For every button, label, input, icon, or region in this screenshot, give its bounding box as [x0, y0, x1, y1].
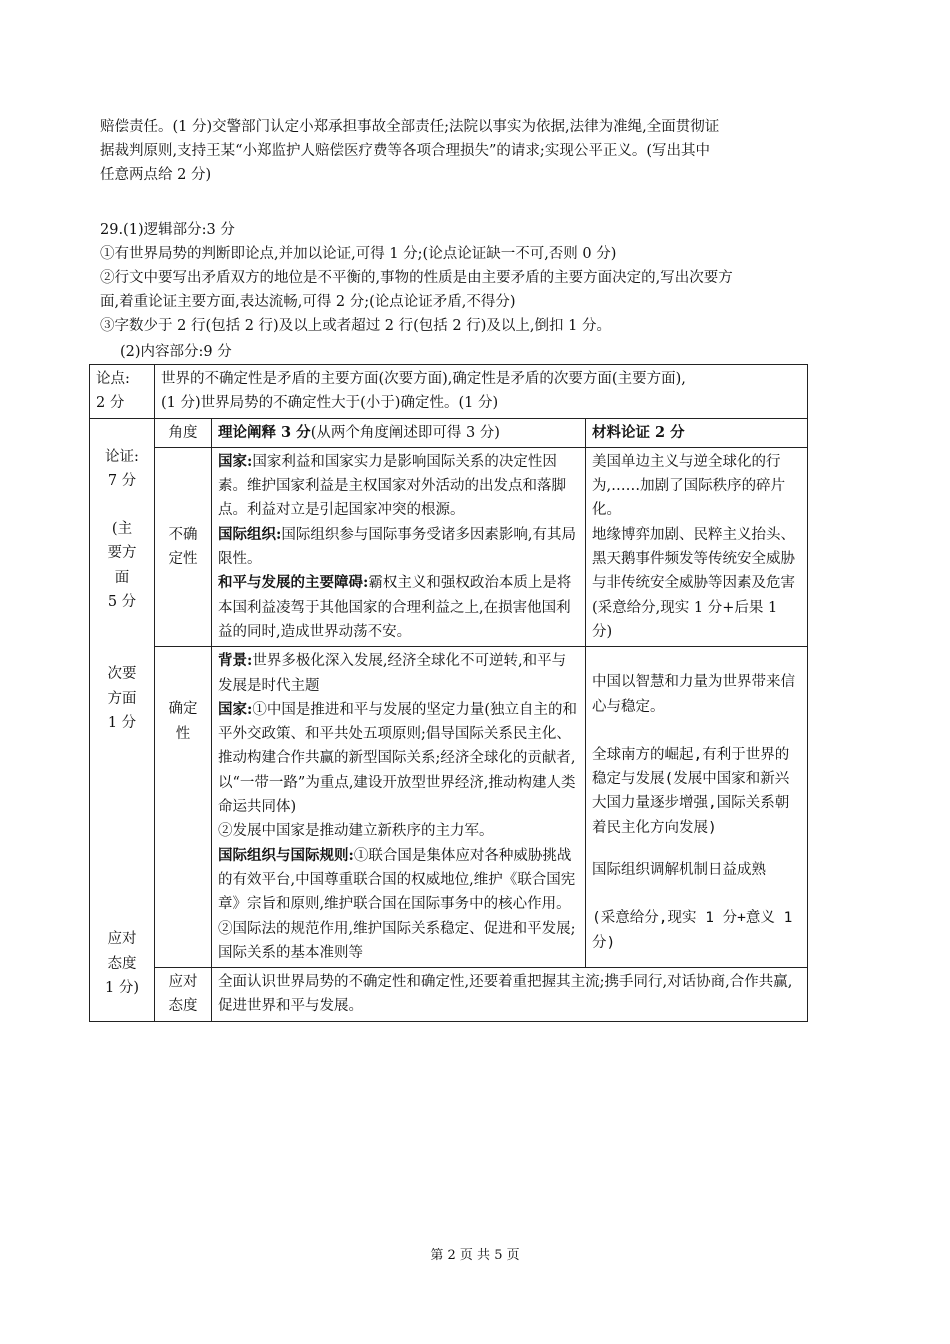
material-uncertain — [586, 447, 808, 646]
theory-item-background — [218, 649, 579, 698]
theory-item-text: 霸权主义和强权政治本质上是将本国利益凌驾于其他国家的合理利益之上,在损害他国利益的同时,造成世界动荡不安。 — [218, 575, 572, 640]
material-item: 全球南方的崛起,有利于世界的稳定与发展(发展中国家和新兴大国力量逐步增强,国际关系朝着民主化方向发展) — [592, 746, 790, 836]
angle-attitude — [155, 968, 212, 1022]
material-certain — [586, 647, 808, 968]
label-line: 要方 — [107, 545, 137, 562]
header-material: 材料论证 2 分 — [586, 418, 808, 447]
label-line: 面 — [114, 569, 130, 586]
theory-item-text: 国际组织参与国际事务受诸多因素影响,有其局限性。 — [218, 526, 576, 568]
theory-uncertain — [212, 447, 586, 646]
rule-2-cont: 面,着重论证主要方面,表达流畅,可得 2 分;(论点论证矛盾,不得分) — [100, 294, 516, 310]
rule-2: ②行文中要写出矛盾双方的地位是不平衡的,事物的性质是由主要矛盾的主要方面决定的,写出次要方 — [100, 270, 733, 286]
angle-uncertain — [155, 447, 212, 646]
question-29-rules — [100, 218, 860, 338]
thesis-label-line: 论点: — [96, 371, 130, 387]
label-line: 态度 — [107, 955, 137, 972]
header-theory-title: 理论阐释 3 分 — [218, 423, 311, 441]
angle-line: 性 — [175, 725, 191, 742]
angle-certain — [155, 647, 212, 968]
answer-continuation — [100, 115, 860, 187]
theory-item-text: ①联合国是集体应对各种威胁挑战的有效平台,中国尊重联合国的权威地位,维护《联合国宪章》宗旨和原则,维护联合国在国际事务中的核心作用。 — [218, 847, 576, 913]
page-number: 第 2 页 共 5 页 — [430, 1248, 520, 1263]
material-scoring-note: (采意给分,现实 1 分+后果 1 分) — [592, 599, 778, 640]
theory-item-title: 和平与发展的主要障碍: — [218, 574, 369, 592]
label-line: 论证: — [105, 448, 139, 465]
label-line: 应对 — [107, 931, 137, 948]
argument-label — [90, 418, 155, 1021]
header-angle: 角度 — [155, 418, 212, 447]
angle-line: 态度 — [168, 998, 198, 1015]
theory-item-title: 背景: — [218, 652, 253, 670]
angle-line: 定性 — [168, 551, 198, 568]
rule-3: ③字数少于 2 行(包括 2 行)及以上或者超过 2 行(包括 2 行)及以上,倒扣 1 分。 — [100, 318, 611, 334]
material-item: 美国单边主义与逆全球化的行为,……加剧了国际秩序的碎片化。 — [592, 453, 786, 519]
uncertainty-row — [90, 447, 808, 646]
label-line: 方面 — [107, 690, 137, 707]
theory-item-obstacle — [218, 571, 579, 644]
theory-item-title: 国家: — [218, 452, 253, 470]
label-line: 7 分 — [107, 472, 137, 489]
label-line: 1 分 — [107, 714, 137, 731]
text-line: 据裁判原则,支持王某“小郑监护人赔偿医疗费等各项合理损失”的请求;实现公平正义。(写出其中 — [100, 143, 710, 159]
theory-item-org — [218, 523, 579, 572]
angle-line: 确定 — [168, 701, 198, 718]
label-line: 5 分 — [107, 594, 137, 611]
theory-item-state — [218, 698, 579, 819]
certainty-row — [90, 647, 808, 968]
angle-line: 不确 — [168, 526, 198, 543]
thesis-label — [90, 365, 155, 419]
material-scoring-note: (采意给分,现实 1 分+意义 1 分) — [592, 910, 793, 951]
theory-item-law: ②国际法的规范作用,维护国际关系稳定、促进和平发展;国际关系的基本准则等 — [218, 920, 576, 961]
thesis-row — [90, 365, 808, 419]
attitude-row — [90, 968, 808, 1022]
material-item: 中国以智慧和力量为世界带来信心与稳定。 — [592, 674, 795, 715]
text-line: 赔偿责任。(1 分)交警部门认定小郑承担事故全部责任;法院以事实为依据,法律为准绳,全面贯彻证 — [100, 119, 720, 135]
thesis-line: (1 分)世界局势的不确定性大于(小于)确定性。(1 分) — [161, 395, 499, 412]
theory-item-title: 国际组织与国际规则: — [218, 846, 354, 864]
label-line: 次要 — [107, 666, 137, 683]
scoring-table — [89, 364, 808, 1022]
theory-item-org — [218, 844, 579, 917]
theory-item-title: 国家: — [218, 700, 253, 718]
theory-certain — [212, 647, 586, 968]
text-line: 任意两点给 2 分) — [100, 167, 212, 183]
label-line: 1 分) — [105, 979, 139, 996]
theory-item-developing: ②发展中国家是推动建立新秩序的主力军。 — [218, 823, 494, 840]
thesis-text — [155, 365, 808, 419]
theory-item-state — [218, 450, 579, 523]
label-line: (主 — [111, 521, 133, 538]
attitude-text: 全面认识世界局势的不确定性和确定性,还要着重把握其主流;携手同行,对话协商,合作共赢,促进世界和平与发展。 — [212, 968, 808, 1022]
thesis-line: 世界的不确定性是矛盾的主要方面(次要方面),确定性是矛盾的次要方面(主要方面), — [161, 371, 686, 387]
header-row — [90, 418, 808, 447]
header-theory-note: (从两个角度阐述即可得 3 分) — [310, 424, 500, 441]
rule-1: ①有世界局势的判断即论点,并加以论证,可得 1 分;(论点论证缺一不可,否则 0 分) — [100, 246, 617, 262]
theory-item-title: 国际组织: — [218, 525, 282, 543]
content-section-title: (2)内容部分:9 分 — [120, 344, 232, 360]
header-theory — [212, 418, 586, 447]
material-item: 地缘博弈加剧、民粹主义抬头、黑天鹅事件频发等传统安全威胁与非传统安全威胁等因素及危害 — [592, 526, 795, 592]
theory-item-text: ①中国是推进和平与发展的坚定力量(独立自主的和平外交政策、和平共处五项原则;倡导国际关系民主化、推动构建合作共赢的新型国际关系;经济全球化的贡献者,以“一带一路”为重点,建设开放型世界经济,推动构建人类命运共同体) — [218, 701, 578, 816]
thesis-score: 2 分 — [96, 395, 125, 412]
question-heading: 29.(1)逻辑部分:3 分 — [100, 222, 235, 238]
theory-item-text: 国家利益和国家实力是影响国际关系的决定性因素。维护国家利益是主权国家对外活动的出发点和落脚点。利益对立是引起国家冲突的根源。 — [218, 453, 566, 519]
angle-line: 应对 — [168, 974, 198, 991]
theory-item-text: 世界多极化深入发展,经济全球化不可逆转,和平与发展是时代主题 — [218, 653, 567, 694]
material-item: 国际组织调解机制日益成熟 — [592, 862, 766, 879]
